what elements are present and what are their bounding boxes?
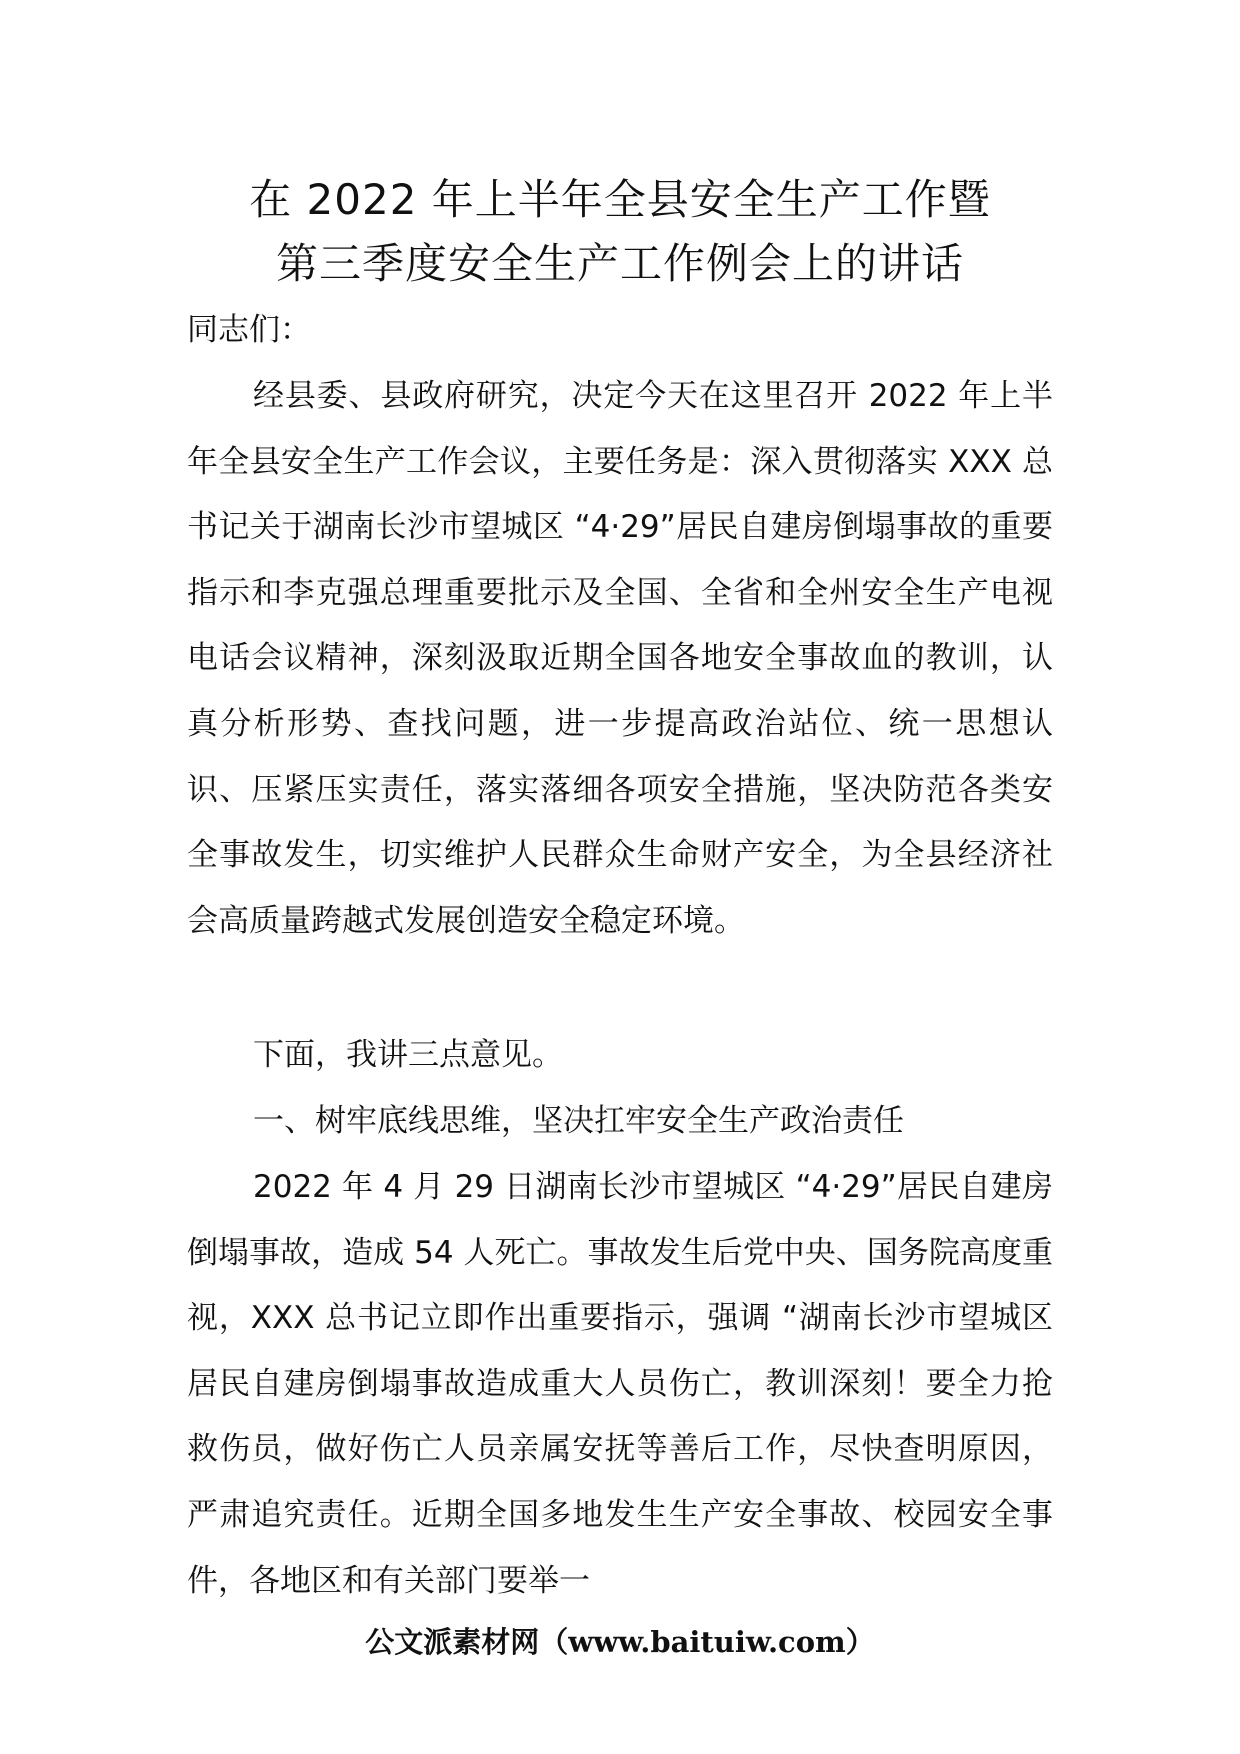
footer-watermark: 公文派素材网（www.baituiw.com） — [365, 1625, 875, 1659]
paragraph-intro: 经县委、县政府研究，决定今天在这里召开 2022 年上半年全县安全生产工作会议，主要任务是：深入贯彻落实 XXX 总书记关于湖南长沙市望城区 “4·29”居民自建房倒塌事故的重要指示和李克强总理重要批示及全国、全省和全州安全生产电视电话会议精神，深刻汲取近期全国各地安全事故血的教训，认真分析形势、查找问题，进一步提高政治站位、统一思想认识、压紧压实责任，落实落细各项安全措施，坚决防范各类安全事故发生，切实维护人民群众生命财产安全，为全县经济社会高质量跨越式发展创造安全稳定环境。 — [187, 378, 1053, 939]
salutation: 同志们： — [187, 312, 311, 348]
section-heading-1: 一、树牢底线思维，坚决扛牢安全生产政治责任 — [253, 1103, 904, 1139]
document-title-line-2: 第三季度安全生产工作例会上的讲话 — [275, 239, 964, 288]
paragraph-section-1-body: 2022 年 4 月 29 日湖南长沙市望城区 “4·29”居民自建房倒塌事故，造成 54 人死亡。事故发生后党中央、国务院高度重视，XXX 总书记立即作出重要指示，强调 “湖南长沙市望城区居民自建房倒塌事故造成重大人员伤亡，教训深刻！要全力抢救伤员，做好伤亡人员亲属安抚等善后工作，尽快查明原因，严肃追究责任。近期全国多地发生生产安全事故、校园安全事件，各地区和有关部门要举一 — [187, 1169, 1053, 1599]
paragraph-transition: 下面，我讲三点意见。 — [253, 1037, 563, 1073]
document-title-line-1: 在 2022 年上半年全县安全生产工作暨 — [249, 175, 991, 224]
